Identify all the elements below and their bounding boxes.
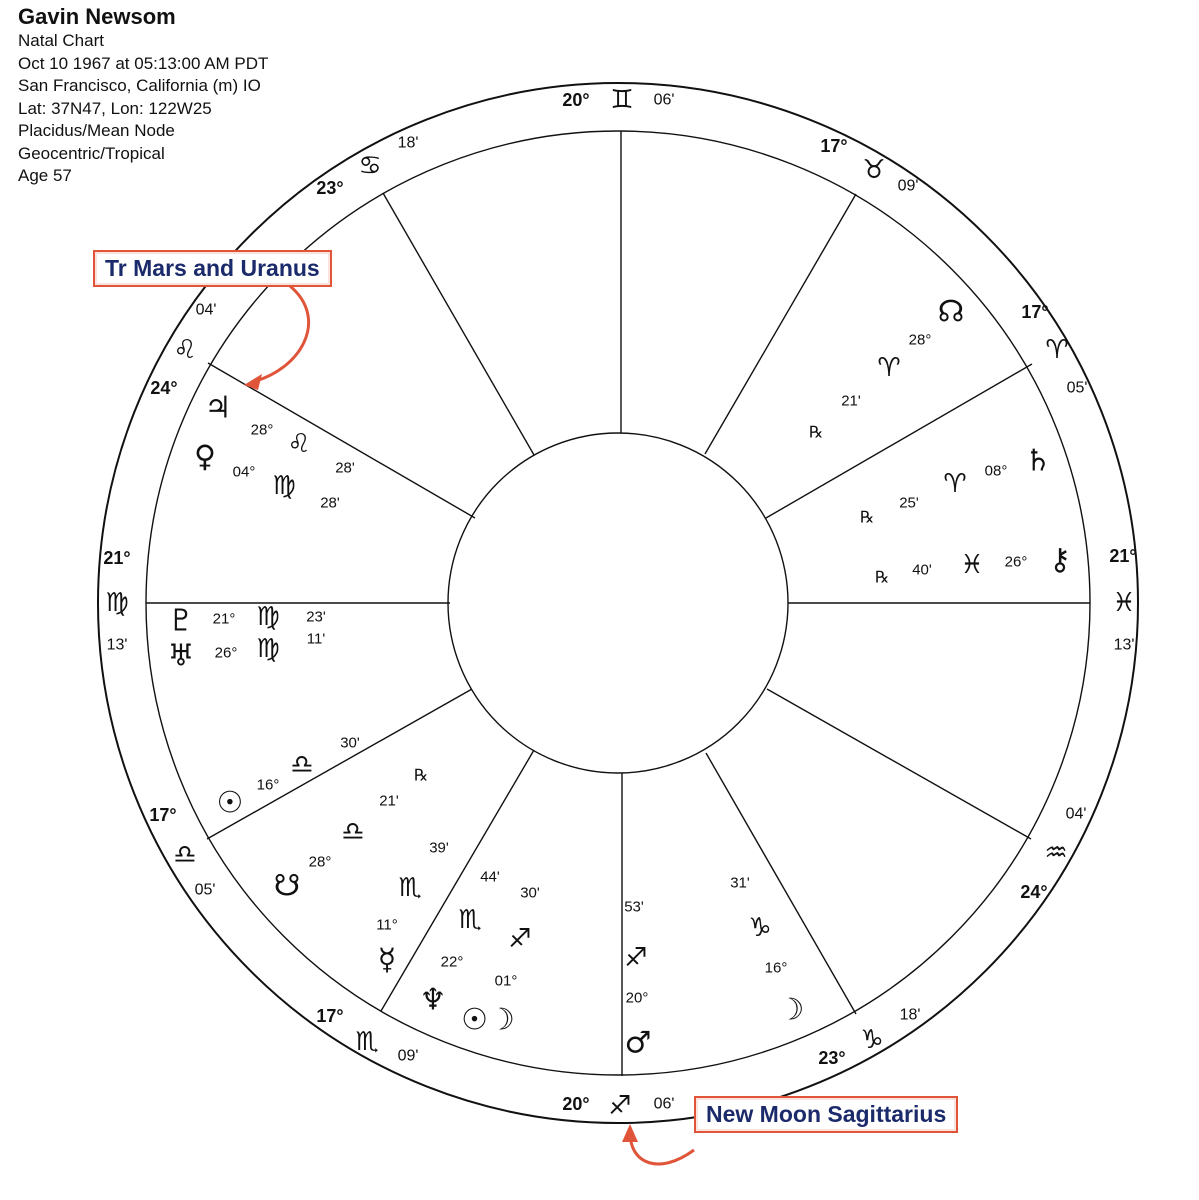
planet-positions — [168, 295, 1071, 1061]
pluto-icon: ♇ — [167, 603, 195, 639]
planet-minute: 11' — [306, 630, 326, 648]
cusp-degree: 24° — [1020, 882, 1048, 902]
planet-minute: 25' — [899, 494, 919, 512]
planet-minute: 44' — [480, 868, 500, 886]
planet-degree: 01° — [494, 972, 518, 990]
cusp-minute: 06' — [653, 1095, 675, 1113]
inner-circle — [448, 433, 788, 773]
zodiac-sign-icon: ♍ — [272, 471, 296, 501]
zodiac-sign-icon: ♏ — [355, 1027, 379, 1057]
planet-minute: 30' — [520, 884, 540, 902]
zodiac-sign-icon: ♓ — [960, 550, 984, 580]
cusp-minute: 05' — [194, 881, 216, 899]
zodiac-sign-icon: ♈ — [943, 469, 967, 499]
planet-degree: 28° — [250, 421, 274, 439]
planet-degree: 11° — [376, 916, 398, 934]
transit-callout: Tr Mars and Uranus — [93, 250, 332, 287]
birth-datetime: Oct 10 1967 at 05:13:00 AM PDT — [18, 53, 269, 73]
cusp-minute: 13' — [106, 636, 128, 654]
zodiac-sign-icon: ♌ — [173, 335, 197, 365]
planet-degree: 16° — [256, 776, 280, 794]
saturn-icon: ♄ — [1024, 443, 1052, 479]
retrograde-icon: ℞ — [413, 765, 429, 785]
cusp-degree: 20° — [562, 1094, 590, 1114]
neptune-icon: ♆ — [419, 982, 447, 1018]
cusp-degree: 17° — [820, 136, 848, 156]
planet-minute: 39' — [429, 839, 449, 857]
house-cusp-line — [767, 689, 1031, 839]
moon-icon: ☽ — [777, 992, 805, 1028]
zodiac-sign-icon: ♏ — [398, 873, 422, 903]
cusp-degree: 24° — [150, 378, 178, 398]
cusp-degree: 23° — [818, 1048, 846, 1068]
zodiac-sign-icon: ♐ — [624, 943, 648, 973]
cusp-minute: 06' — [653, 91, 675, 109]
zodiac-sign-icon: ♓ — [1112, 588, 1136, 618]
planet-degree: 08° — [984, 462, 1008, 480]
zodiac-sign-icon: ♒ — [1044, 838, 1068, 868]
zodiac-sign-icon: ♍ — [256, 602, 280, 632]
zodiac-sign-icon: ♐ — [508, 924, 532, 954]
planet-minute: 21' — [379, 792, 399, 810]
person-name: Gavin Newsom — [18, 4, 176, 29]
cusp-degree: 21° — [1109, 546, 1137, 566]
planet-degree: 28° — [908, 331, 932, 349]
planet-degree: 04° — [232, 463, 256, 481]
retrograde-icon: ℞ — [874, 567, 890, 587]
cusp-degree: 17° — [316, 1006, 344, 1026]
birth-location: San Francisco, California (m) IO — [18, 76, 261, 95]
planet-minute: 21' — [841, 392, 861, 410]
zodiac-sign-icon: ♉ — [862, 155, 886, 185]
planet-degree: 26° — [1004, 553, 1028, 571]
zodiac-sign-icon: ♈ — [877, 353, 901, 383]
cusp-minute: 13' — [1113, 636, 1135, 654]
cusp-minute: 18' — [899, 1006, 921, 1024]
age: Age 57 — [18, 166, 72, 185]
transit-arrowhead — [244, 374, 262, 390]
uranus-icon: ♅ — [167, 638, 195, 674]
planet-degree: 16° — [764, 959, 788, 977]
zodiac-sign-icon: ♌ — [287, 429, 311, 459]
new-moon-arrow — [630, 1132, 694, 1164]
zodiac-sign-icon: ♈ — [1045, 335, 1069, 365]
cusp-minute: 05' — [1066, 379, 1088, 397]
planet-minute: 28' — [335, 459, 355, 477]
planet-degree: 20° — [625, 989, 649, 1007]
mercury-icon: ☿ — [377, 942, 397, 978]
planet-degree: 28° — [308, 853, 332, 871]
north-node-icon: ☊ — [937, 294, 965, 330]
cusp-minute: 18' — [397, 134, 419, 152]
cusp-degree: 17° — [1021, 302, 1049, 322]
fortune-icon: ☉☽ — [461, 1002, 515, 1038]
zodiac-sign-icon: ♑ — [860, 1025, 884, 1055]
cusp-degree: 23° — [316, 178, 344, 198]
zodiac-sign-icon: ♎ — [173, 840, 197, 870]
house-cusp-line — [705, 194, 856, 454]
planet-minute: 30' — [340, 734, 360, 752]
new-moon-callout: New Moon Sagittarius — [694, 1096, 958, 1133]
planet-minute: 23' — [306, 608, 326, 626]
cusp-minute: 04' — [195, 301, 217, 319]
zodiac-sign-icon: ♋ — [358, 151, 382, 181]
cusp-minute: 09' — [397, 1047, 419, 1065]
zodiac-sign-icon: ♍ — [105, 588, 129, 618]
zodiac-sign-icon: ♎ — [341, 817, 365, 847]
zodiac-sign-icon: ♎ — [290, 750, 314, 780]
planet-minute: 53' — [624, 898, 644, 916]
retrograde-icon: ℞ — [859, 507, 875, 527]
zodiac-sign-icon: ♍ — [256, 634, 280, 664]
chiron-icon: ⚷ — [1049, 542, 1071, 578]
planet-minute: 28' — [320, 494, 340, 512]
planet-minute: 31' — [730, 874, 750, 892]
planet-minute: 40' — [912, 561, 932, 579]
zodiac-sign-icon: ♊ — [610, 85, 634, 115]
planet-degree: 22° — [440, 953, 464, 971]
cusp-minute: 04' — [1065, 805, 1087, 823]
house-cusp-line — [207, 689, 472, 839]
cusp-degree: 17° — [149, 805, 177, 825]
chart-type: Natal Chart — [18, 31, 104, 50]
zodiac-sign-icon: ♑ — [748, 913, 772, 943]
cusp-minute: 09' — [897, 177, 919, 195]
sun-icon: ☉ — [216, 785, 244, 821]
venus-icon: ♀ — [194, 439, 216, 475]
zodiac-system: Geocentric/Tropical — [18, 143, 165, 163]
planet-degree: 21° — [212, 610, 236, 628]
retrograde-icon: ℞ — [808, 422, 824, 442]
cusp-degree: 21° — [103, 548, 131, 568]
birth-coordinates: Lat: 37N47, Lon: 122W25 — [18, 98, 212, 118]
transit-arrow — [252, 286, 309, 382]
new-moon-arrowhead — [622, 1124, 638, 1142]
cusp-degree: 20° — [562, 90, 590, 110]
zodiac-sign-icon: ♐ — [608, 1091, 632, 1121]
planet-degree: 26° — [214, 644, 238, 662]
house-cusp-line — [383, 193, 534, 455]
jupiter-icon: ♃ — [204, 390, 232, 426]
south-node-icon: ☋ — [273, 868, 301, 904]
zodiac-sign-icon: ♏ — [458, 905, 482, 935]
house-system: Placidus/Mean Node — [18, 121, 175, 140]
mars-icon: ♂ — [624, 1025, 652, 1061]
